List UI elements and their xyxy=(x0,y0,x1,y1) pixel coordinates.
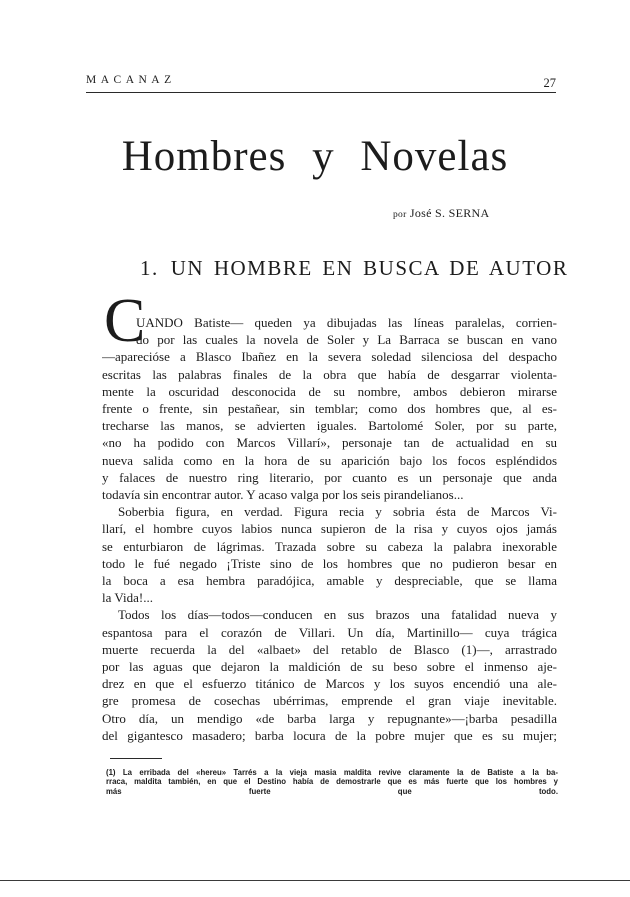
text-line: muerte recuerda la del «albaet» del retablo de Blasco (1)—, arrastrado xyxy=(102,641,557,657)
text-line: «no ha podido con Marcos Villarí», personaje tan de actualidad en su xyxy=(102,435,557,451)
page-bottom-rule xyxy=(0,880,630,881)
text-line: gre promesa de cosechas ubérrimas, emprende el gran viaje inevitable. xyxy=(102,693,557,709)
text-line: por las aguas que dejaron la maldición de su beso sobre el inmenso aje- xyxy=(102,659,557,675)
text-line: Otro día, un mendigo «de barba larga y repugnante»—¡barba pesadilla xyxy=(102,710,557,726)
text-line: espantosa para el corazón de Villari. Un día, Martinillo— cuya trágica xyxy=(102,624,557,640)
text-line: Todos los días—todos—conducen en sus brazos una fatalidad nueva y xyxy=(118,607,557,623)
text-line: UANDO Batiste— queden ya dibujadas las líneas paralelas, corrien- xyxy=(136,315,557,330)
byline-prefix: por xyxy=(393,210,407,220)
text-line: nueva salida como en la hora de su aparición bajo los focos espléndidos xyxy=(102,452,557,468)
text-line: —aparecióse a Blasco Ibañez en la severa soledad silenciosa del despacho xyxy=(102,349,557,365)
text-line: todavía sin encontrar autor. Y acaso valga por los seis pirandelianos... xyxy=(102,487,464,503)
text-line: se enturbiaron de lágrimas. Trazada sobre su cabeza la palabra inexorable xyxy=(102,538,557,554)
text-line: escritas las palabras finales de la obra que había de desgarrar violenta- xyxy=(102,366,557,382)
body-text xyxy=(102,314,557,744)
text-line: llarí, el hombre cuyos labios nunca supieron de la risa y cuyos ojos jamás xyxy=(102,521,557,537)
text-line: frente o frente, sin pestañear, sin temblar; como dos hombres que, al es- xyxy=(102,401,557,417)
section-number: 1. xyxy=(140,256,159,280)
running-title: MACANAZ xyxy=(86,74,176,86)
text-line: Soberbia figura, en verdad. Figura recia y sobria ésta de Marcos Vi- xyxy=(118,504,557,520)
footnote xyxy=(106,768,558,796)
section-title: UN HOMBRE EN BUSCA DE AUTOR xyxy=(170,256,569,280)
text-line: del gigantesco masadero; barba locura de la pobre mujer que es su mujer; xyxy=(102,727,557,743)
footnote-rule xyxy=(110,758,162,759)
text-line: la boca a esa hembra paradójica, amable y despreciable, que se llama xyxy=(102,573,557,589)
footnote-line: más fuerte que todo. xyxy=(106,786,558,796)
section-heading xyxy=(140,256,568,281)
text-line: trecharse las manos, se advierten iguales. Bartolomé Soler, por su parte, xyxy=(102,418,557,434)
text-line: todo le fué negado ¡Triste sino de los hombres que no pudieron besar en xyxy=(102,555,557,571)
text-line: drez en que el esfuerzo titánico de Marcos y los suyos encendió una ale- xyxy=(102,676,557,692)
running-head xyxy=(86,72,556,93)
footnote-line: rraca, maldita también, en que el Destino había de demostrarle que es más fuerte que los hombres y xyxy=(106,777,558,787)
text-line: la Vida!... xyxy=(102,590,153,606)
text-line: y falaces de nuestro ring literario, por cuanto es un personaje que anda xyxy=(102,469,557,485)
article-title: Hombres y Novelas xyxy=(121,133,509,180)
text-line: do por las cuales la novela de Soler y La Barraca se buscan en vano xyxy=(136,332,557,348)
byline xyxy=(393,206,489,221)
page-number: 27 xyxy=(543,76,556,90)
text-line: mente la oscuridad desconocida de su nombre, ambos debieron mirarse xyxy=(102,383,557,399)
footnote-line: (1) La erribada del «hereu» Tarrés a la vieja masia maldita revive claramente la de Batiste a la ba- xyxy=(106,768,558,777)
drop-cap: C xyxy=(104,287,146,355)
byline-author: José S. SERNA xyxy=(409,206,490,220)
